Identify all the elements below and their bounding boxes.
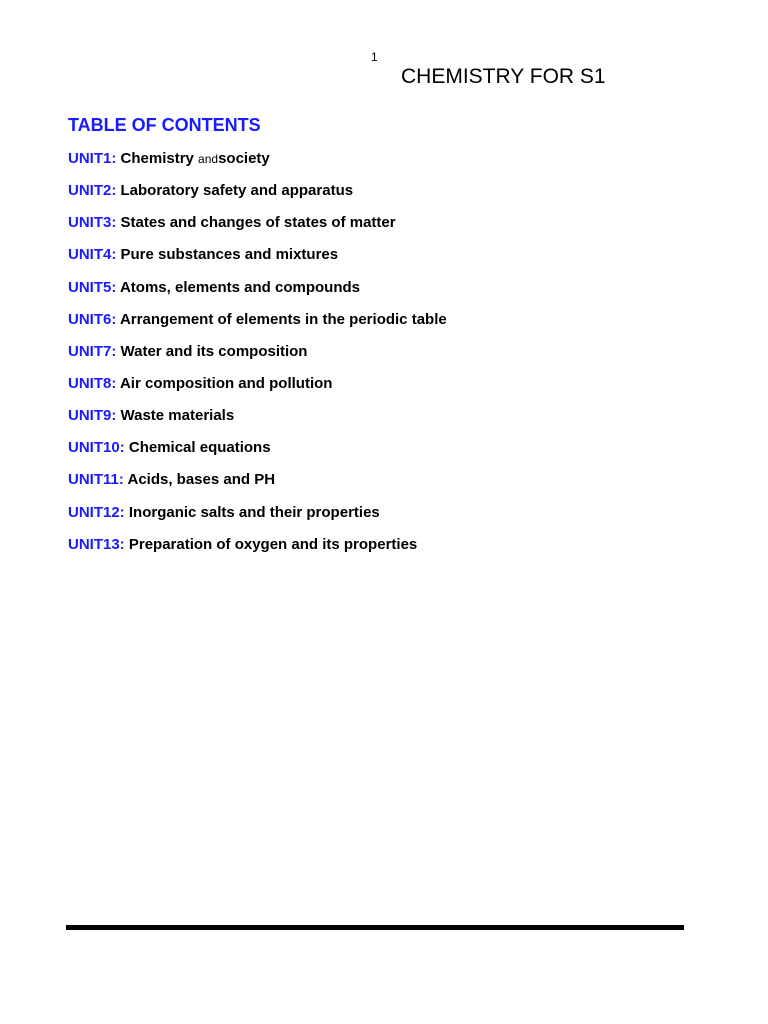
unit-code: UNIT10: bbox=[68, 439, 125, 457]
unit-code: UNIT9: bbox=[68, 407, 117, 425]
toc-item-unit13 bbox=[68, 535, 447, 567]
unit-code: UNIT5: bbox=[68, 278, 117, 296]
toc-item-unit12 bbox=[68, 503, 447, 535]
unit-title: Atoms, elements and compounds bbox=[119, 278, 361, 296]
toc-item-unit10 bbox=[68, 438, 447, 470]
unit-title: Arrangement of elements in the periodic table bbox=[119, 310, 447, 328]
unit-code: UNIT11: bbox=[68, 471, 124, 489]
unit-code: UNIT12: bbox=[68, 503, 125, 521]
unit-title: Pure substances and mixtures bbox=[120, 246, 339, 264]
toc-item-unit2 bbox=[68, 181, 447, 213]
unit-title: Air composition and pollution bbox=[119, 374, 333, 392]
toc-item-unit5 bbox=[68, 278, 447, 310]
page-number: 1 bbox=[371, 50, 378, 64]
unit-title-joiner: and bbox=[198, 152, 219, 166]
toc-item-unit3 bbox=[68, 213, 447, 245]
unit-title: society bbox=[218, 150, 270, 167]
toc-item-unit11 bbox=[68, 470, 447, 502]
unit-title: Inorganic salts and their properties bbox=[128, 503, 380, 521]
toc-item-unit7 bbox=[68, 342, 447, 374]
toc-item-unit4 bbox=[68, 245, 447, 277]
toc-list bbox=[68, 149, 447, 567]
toc-item-unit1 bbox=[68, 149, 447, 181]
footer-rule bbox=[66, 925, 684, 930]
unit-title: Chemical equations bbox=[128, 439, 271, 457]
document-title: CHEMISTRY FOR S1 bbox=[401, 65, 606, 88]
unit-code: UNIT8: bbox=[68, 374, 117, 392]
unit-title: Laboratory safety and apparatus bbox=[120, 182, 354, 200]
unit-title: Water and its composition bbox=[120, 342, 308, 360]
toc-heading: TABLE OF CONTENTS bbox=[68, 115, 261, 135]
unit-code: UNIT2: bbox=[68, 182, 117, 200]
unit-title: Chemistry bbox=[120, 150, 194, 167]
unit-code: UNIT4: bbox=[68, 246, 117, 264]
unit-code: UNIT7: bbox=[68, 342, 117, 360]
toc-item-unit6 bbox=[68, 310, 447, 342]
unit-title: Acids, bases and PH bbox=[127, 471, 276, 489]
unit-title: Waste materials bbox=[120, 407, 235, 425]
unit-code: UNIT6: bbox=[68, 310, 117, 328]
toc-item-unit8 bbox=[68, 374, 447, 406]
toc-item-unit9 bbox=[68, 406, 447, 438]
unit-code: UNIT3: bbox=[68, 214, 117, 232]
unit-code: UNIT13: bbox=[68, 535, 125, 553]
unit-code: UNIT1: bbox=[68, 150, 117, 167]
unit-title: States and changes of states of matter bbox=[120, 214, 396, 232]
unit-title: Preparation of oxygen and its properties bbox=[128, 535, 418, 553]
